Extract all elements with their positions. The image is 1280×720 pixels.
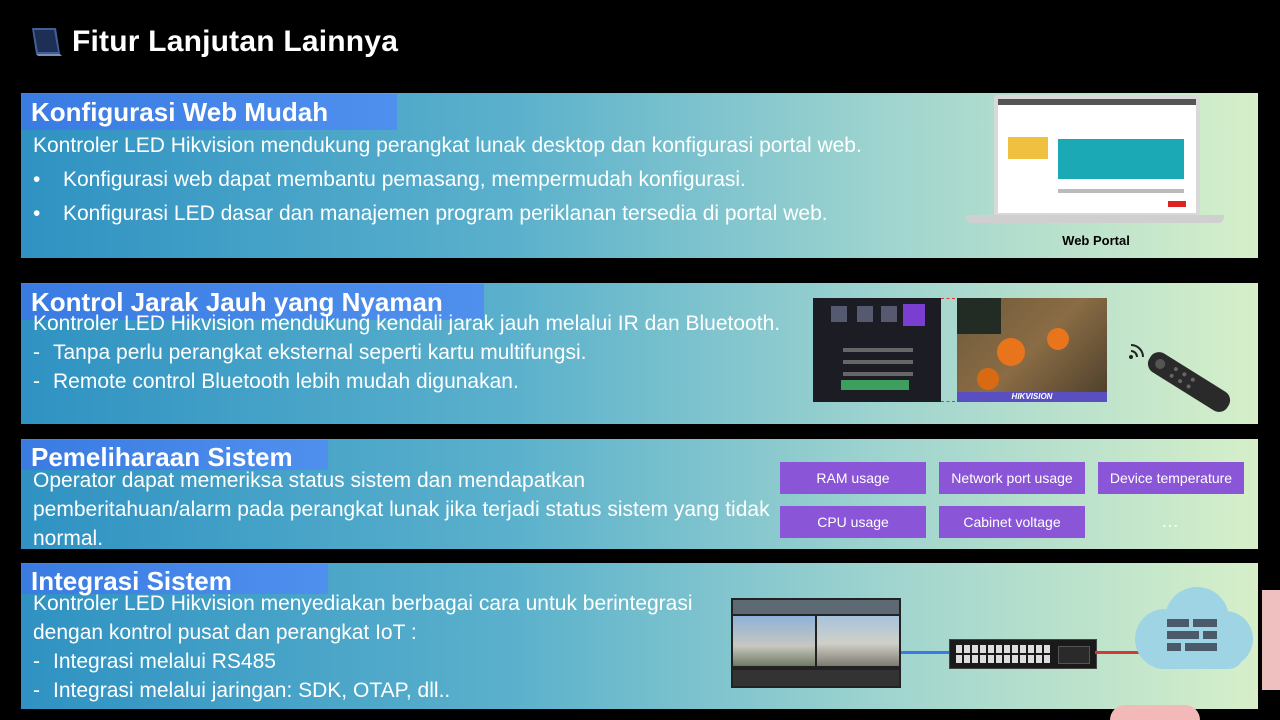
section-body-web-config bbox=[33, 129, 943, 231]
status-cabinet-voltage[interactable]: Cabinet voltage bbox=[939, 506, 1085, 538]
list-item: - Integrasi melalui RS485 bbox=[33, 650, 276, 673]
video-wall-image bbox=[731, 598, 901, 688]
section-heading-maintenance: Pemeliharaan Sistem bbox=[22, 440, 328, 470]
section-intro: Operator dapat memeriksa status sistem dan mendapatkan pemberitahuan/alarm pada perangkat lunak jika terjadi status sistem yang tidak normal. bbox=[33, 469, 770, 549]
list-item: • Konfigurasi LED dasar dan manajemen program periklanan tersedia di portal web. bbox=[33, 202, 828, 225]
section-body-integration bbox=[33, 589, 713, 705]
blue-cable-line bbox=[901, 651, 949, 654]
status-device-temperature[interactable]: Device temperature bbox=[1098, 462, 1244, 494]
page-title: Fitur Lanjutan Lainnya bbox=[72, 25, 399, 58]
section-body-maintenance bbox=[33, 466, 773, 549]
section-intro: Kontroler LED Hikvision menyediakan berbagai cara untuk berintegrasi dengan kontrol pusat dan perangkat IoT : bbox=[33, 592, 693, 644]
panel-integration bbox=[21, 563, 1258, 709]
dashed-connector bbox=[941, 298, 955, 402]
section-intro: Kontroler LED Hikvision mendukung perangkat lunak desktop dan konfigurasi portal web. bbox=[33, 134, 862, 157]
list-item: - Remote control Bluetooth lebih mudah digunakan. bbox=[33, 370, 519, 393]
section-intro: Kontroler LED Hikvision mendukung kendali jarak jauh melalui IR dan Bluetooth. bbox=[33, 312, 781, 335]
network-switch-icon bbox=[949, 639, 1097, 669]
section-heading-integration: Integrasi Sistem bbox=[22, 564, 328, 594]
panel-remote bbox=[21, 283, 1258, 424]
led-menu-screenshot bbox=[813, 298, 941, 402]
led-display-photo bbox=[957, 298, 1107, 402]
section-heading-web-config: Konfigurasi Web Mudah bbox=[22, 94, 397, 130]
status-cpu-usage[interactable]: CPU usage bbox=[780, 506, 926, 538]
decorative-shape bbox=[1262, 590, 1280, 690]
web-portal-caption: Web Portal bbox=[1062, 233, 1130, 248]
panel-maintenance bbox=[21, 439, 1258, 549]
cloud-icon bbox=[1127, 583, 1255, 675]
remote-control-icon bbox=[1139, 347, 1239, 417]
section-body-remote bbox=[33, 309, 793, 396]
panel-web-config bbox=[21, 93, 1258, 258]
status-more: … bbox=[1161, 511, 1179, 531]
book-icon bbox=[30, 26, 64, 58]
list-item: • Konfigurasi web dapat membantu pemasang, mempermudah konfigurasi. bbox=[33, 168, 746, 191]
status-ram-usage[interactable]: RAM usage bbox=[780, 462, 926, 494]
list-item: - Tanpa perlu perangkat eksternal seperti kartu multifungsi. bbox=[33, 341, 587, 364]
title-bar bbox=[30, 22, 398, 62]
hikvision-logo: HIKVISION bbox=[957, 392, 1107, 402]
decorative-shape bbox=[1110, 705, 1200, 720]
list-item: - Integrasi melalui jaringan: SDK, OTAP, dll.. bbox=[33, 679, 451, 702]
section-heading-remote: Kontrol Jarak Jauh yang Nyaman bbox=[22, 284, 484, 320]
status-network-port-usage[interactable]: Network port usage bbox=[939, 462, 1085, 494]
